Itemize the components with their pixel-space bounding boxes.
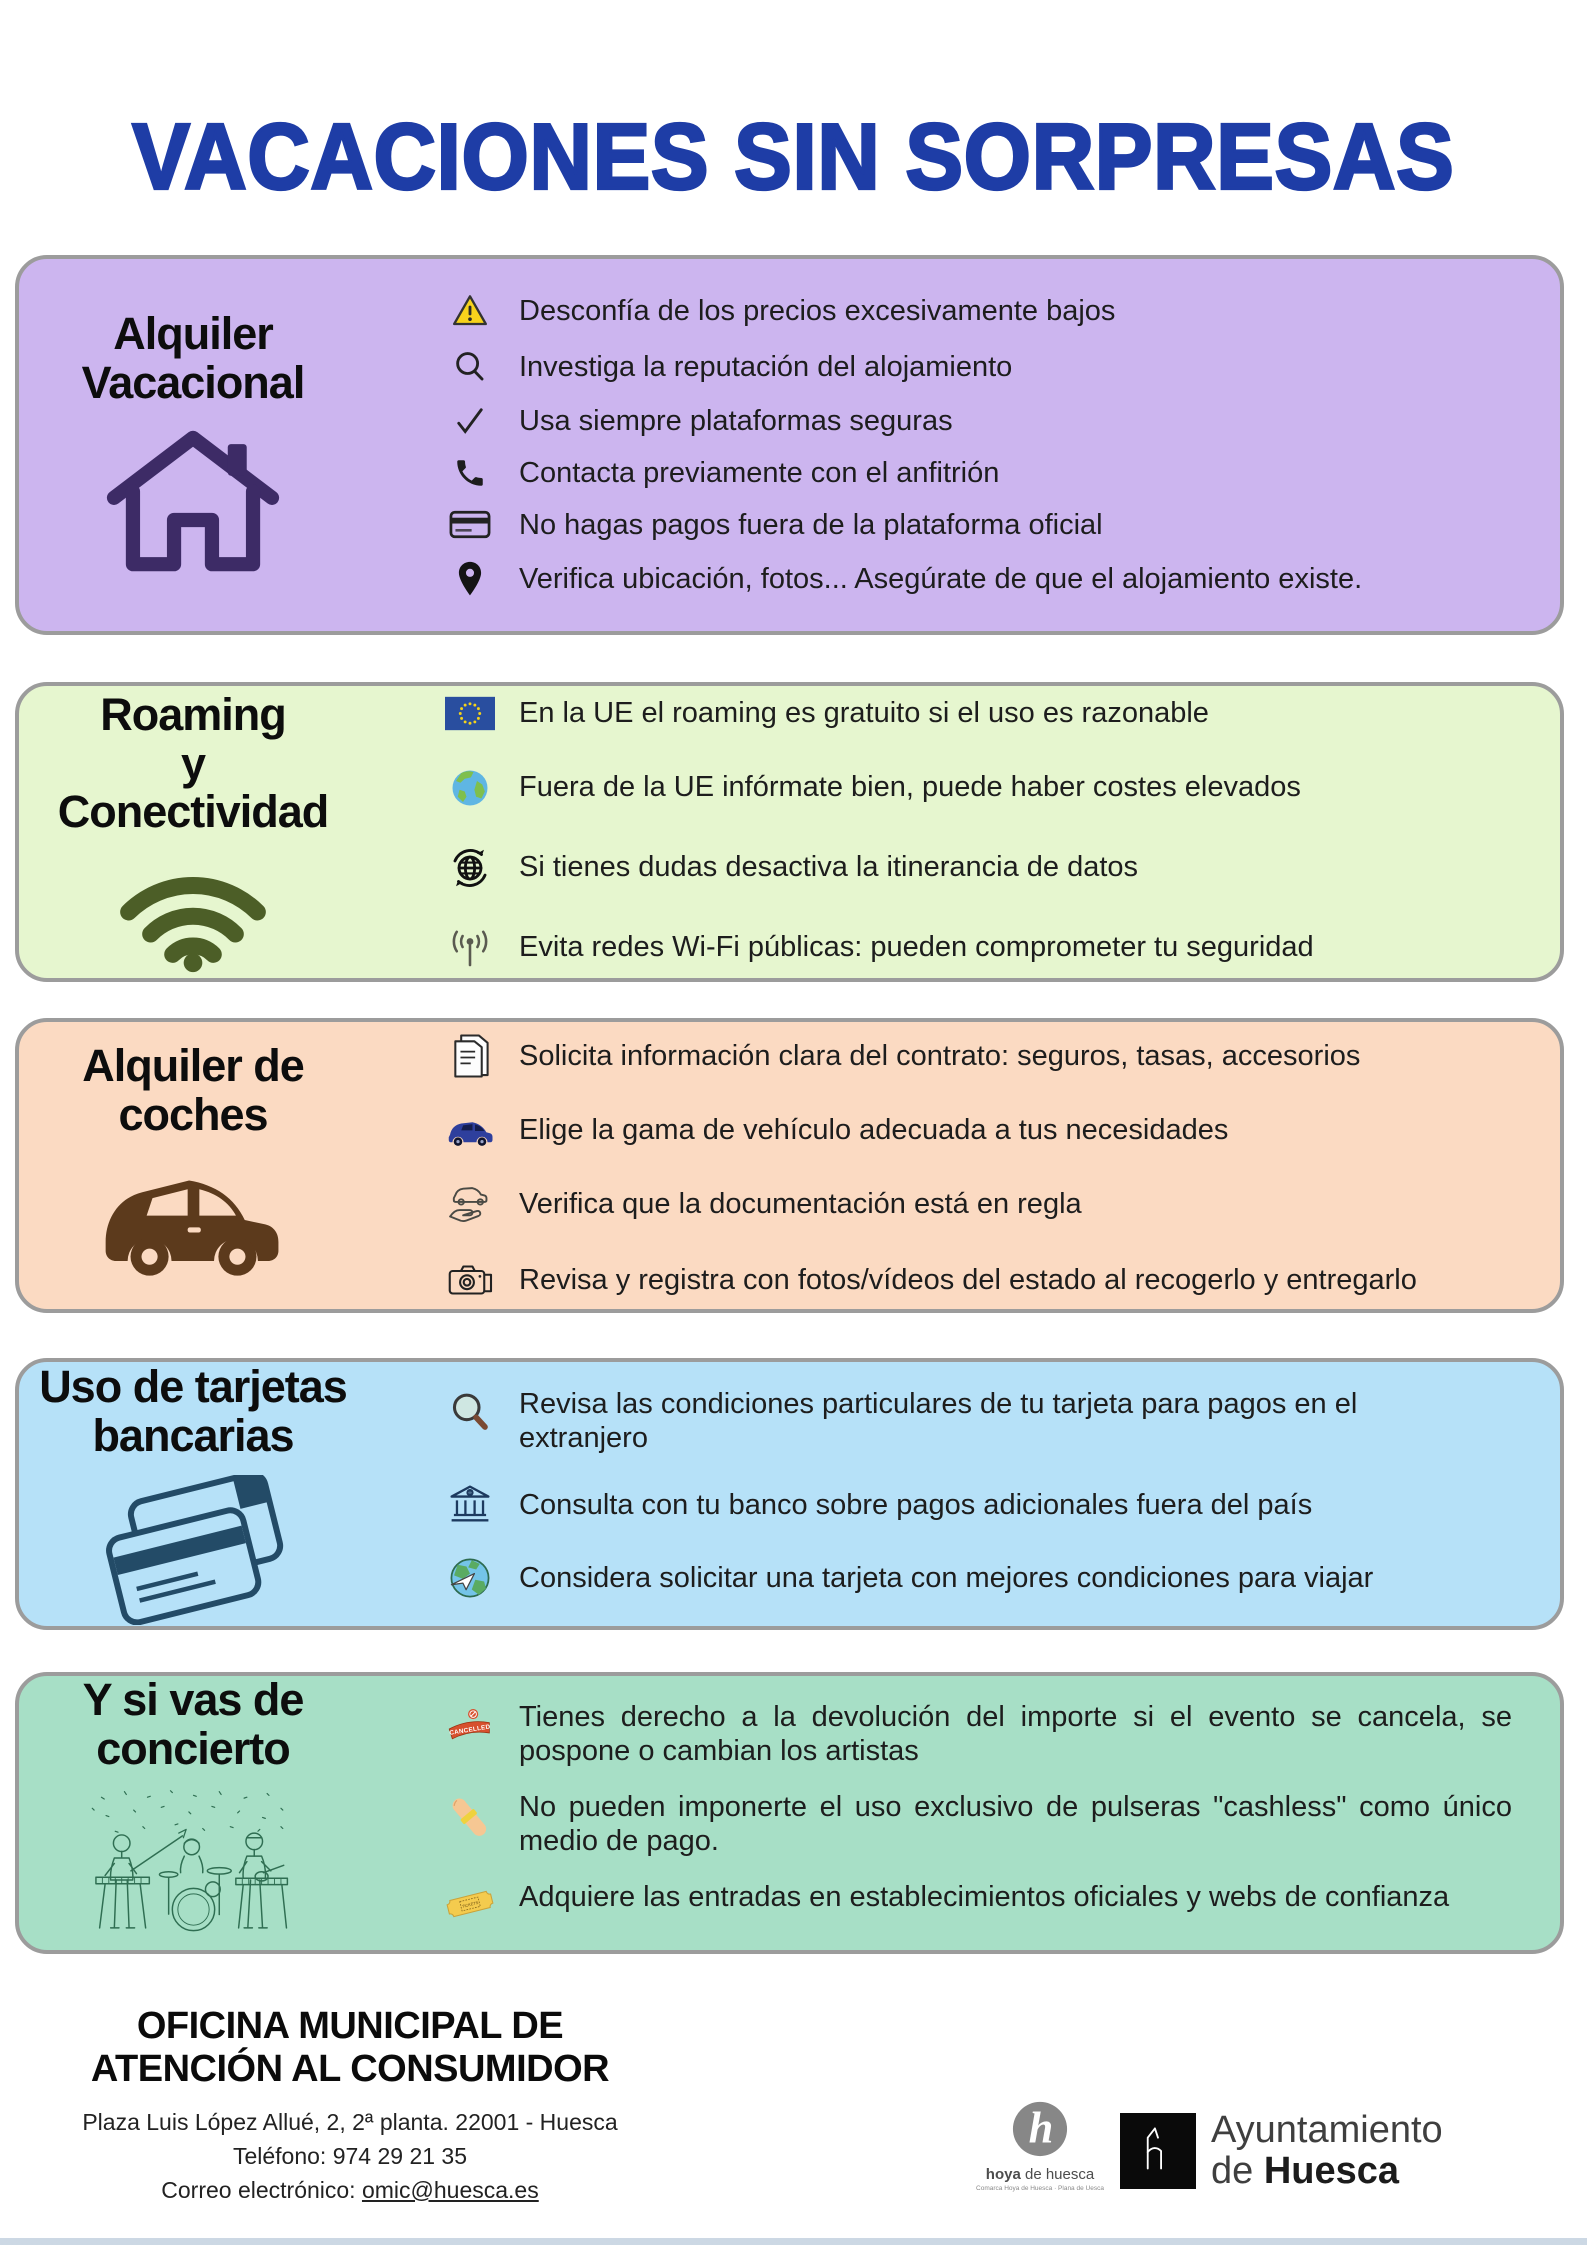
- tip-row: [445, 1260, 1512, 1300]
- section-title: [39, 1363, 347, 1460]
- section-alquiler-de-coches: [15, 1018, 1564, 1313]
- office-title-line: ATENCIÓN AL CONSUMIDOR: [90, 2047, 610, 2090]
- hoya-de-huesca-logo: [975, 2100, 1105, 2192]
- tip-row: [445, 1387, 1512, 1455]
- hoya-logo-subtitle: Comarca Hoya de Huesca · Plana de Uesca: [976, 2185, 1104, 2192]
- tip-row: [445, 1880, 1512, 1926]
- bottom-edge-bar: [0, 2238, 1587, 2245]
- tip-text: Desconfía de los precios excesivamente bajos: [519, 295, 1116, 328]
- tip-text: Evita redes Wi-Fi públicas: pueden comprometer tu seguridad: [519, 931, 1314, 964]
- office-address: Plaza Luis López Allué, 2, 2ª planta. 22001 - Huesca: [82, 2108, 618, 2135]
- hoya-logo-icon: [1011, 2100, 1069, 2158]
- check-icon: [445, 403, 495, 439]
- ayuntamiento-logo-text: [1211, 2110, 1443, 2192]
- office-email-line: [70, 2177, 630, 2204]
- tip-row: [445, 348, 1512, 386]
- ayuntamiento-line2: [1211, 2151, 1443, 2192]
- section-title-line: coches: [118, 1089, 268, 1140]
- ayuntamiento-line2-light: de: [1211, 2150, 1264, 2193]
- wristband-icon: [445, 1792, 495, 1844]
- car-hand-icon: [445, 1180, 495, 1228]
- ayuntamiento-logo-icon: [1120, 2113, 1196, 2189]
- band-illustration: [66, 1788, 321, 1950]
- tip-text: Usa siempre plataformas seguras: [519, 405, 953, 438]
- globe-icon: [445, 767, 495, 809]
- tip-text: Investiga la reputación del alojamiento: [519, 351, 1013, 384]
- section-uso-de-tarjetas-bancarias: [15, 1358, 1564, 1630]
- tip-text: Fuera de la UE infórmate bien, puede haber costes elevados: [519, 771, 1301, 804]
- ticket-icon: [445, 1882, 495, 1926]
- house-icon: [98, 422, 288, 580]
- tip-text: Contacta previamente con el anfitrión: [519, 457, 1000, 490]
- tip-row: [445, 1113, 1512, 1147]
- location-pin-icon: [445, 559, 495, 599]
- section-title: [58, 691, 329, 837]
- cancelled-stamp-icon: [445, 1702, 495, 1748]
- tip-text: Tienes derecho a la devolución del importe si el evento se cancela, se pospone o cambian los artistas: [519, 1700, 1512, 1767]
- tip-text: Verifica que la documentación está en regla: [519, 1187, 1082, 1220]
- tip-row: [445, 1700, 1512, 1768]
- globe-sync-icon: [445, 845, 495, 891]
- tip-text: Revisa las condiciones particulares de tu tarjeta para pagos en el extranjero: [519, 1387, 1358, 1454]
- tip-row: [445, 1790, 1512, 1858]
- eu-flag-icon: [445, 696, 495, 731]
- tip-text: En la UE el roaming es gratuito si el uso es razonable: [519, 696, 1209, 729]
- tip-row: [445, 403, 1512, 439]
- office-email-label: Correo electrónico:: [161, 2176, 362, 2203]
- magnifier-icon: [445, 1389, 495, 1435]
- office-phone: Teléfono: 974 29 21 35: [232, 2142, 468, 2169]
- car-icon: [91, 1154, 296, 1289]
- search-icon: [445, 348, 495, 386]
- section-title-line: Uso de tarjetas: [39, 1361, 347, 1413]
- section-title-line: concierto: [96, 1723, 290, 1774]
- section-title: [82, 310, 305, 407]
- section-title-line: Alquiler: [113, 308, 273, 360]
- tip-row: [445, 927, 1512, 969]
- tip-text: No pueden imponerte el uso exclusivo de pulseras "cashless" como único medio de pago.: [519, 1791, 1512, 1858]
- section-title-line: y: [180, 737, 205, 789]
- section-title-line: Roaming: [100, 689, 286, 741]
- ayuntamiento-huesca-logo: [1120, 2110, 1443, 2192]
- tip-row: [445, 696, 1512, 731]
- travel-globe-icon: [445, 1555, 495, 1601]
- tip-row: [445, 1180, 1512, 1228]
- tip-text: No hagas pagos fuera de la plataforma oficial: [519, 508, 1103, 541]
- tip-row: [445, 845, 1512, 891]
- antenna-icon: [445, 927, 495, 969]
- hoya-logo-name: [975, 2166, 1105, 2183]
- tip-row: [445, 508, 1512, 542]
- tip-text: Verifica ubicación, fotos... Asegúrate de que el alojamiento existe.: [519, 562, 1363, 595]
- svg-text:CANCELLED: CANCELLED: [448, 1723, 491, 1737]
- section-title-line: Y si vas de: [82, 1674, 304, 1726]
- blue-car-icon: [445, 1114, 495, 1148]
- page-title: VACACIONES SIN SORPRESAS: [132, 104, 1455, 209]
- hoya-logo-name-rest: de huesca: [1020, 2166, 1095, 2183]
- section-y-si-vas-de-concierto: [15, 1672, 1564, 1954]
- section-title-line: Alquiler de: [82, 1040, 304, 1092]
- section-alquiler-vacacional: [15, 255, 1564, 635]
- ayuntamiento-line1: Ayuntamiento: [1211, 2109, 1443, 2151]
- warning-icon: [445, 291, 495, 331]
- wifi-icon: [107, 851, 279, 973]
- credit-cards-icon: [76, 1475, 311, 1625]
- section-title-line: bancarias: [92, 1410, 294, 1461]
- ayuntamiento-line2-bold: Huesca: [1263, 2150, 1400, 2193]
- tip-text: Elige la gama de vehículo adecuada a tus necesidades: [519, 1114, 1229, 1147]
- contract-icon: [445, 1031, 495, 1081]
- office-email-link[interactable]: omic@huesca.es: [361, 2176, 539, 2203]
- section-title-line: Conectividad: [57, 786, 329, 838]
- tip-row: [445, 456, 1512, 490]
- tip-row: [445, 291, 1512, 331]
- hoya-logo-name-bold: hoya: [985, 2166, 1021, 2183]
- svg-text:TICKETS: TICKETS: [461, 1900, 479, 1910]
- tip-text: Adquiere las entradas en establecimientos oficiales y webs de confianza: [519, 1881, 1450, 1914]
- tip-row: [445, 1483, 1512, 1527]
- section-title: [82, 1042, 304, 1139]
- section-roaming-conectividad: [15, 682, 1564, 982]
- bank-icon: [445, 1483, 495, 1527]
- tip-text: Considera solicitar una tarjeta con mejores condiciones para viajar: [519, 1562, 1374, 1595]
- tip-row: [445, 559, 1512, 599]
- phone-icon: [445, 456, 495, 490]
- office-block: [70, 2005, 630, 2204]
- office-title: [70, 2005, 630, 2091]
- tip-text: Si tienes dudas desactiva la itinerancia de datos: [519, 851, 1139, 884]
- tip-row: [445, 1555, 1512, 1601]
- section-title: [83, 1676, 304, 1773]
- svg-text:h: h: [1028, 2102, 1054, 2153]
- tip-text: Revisa y registra con fotos/vídeos del estado al recogerlo y entregarlo: [519, 1263, 1417, 1296]
- tip-row: [445, 1031, 1512, 1081]
- section-title-line: Vacacional: [81, 357, 305, 408]
- tip-row: [445, 767, 1512, 809]
- credit-card-icon: [445, 508, 495, 541]
- tip-text: Solicita información clara del contrato: seguros, tasas, accesorios: [519, 1040, 1361, 1073]
- office-title-line: OFICINA MUNICIPAL DE: [136, 2005, 564, 2047]
- camera-icon: [445, 1260, 495, 1300]
- tip-text: Consulta con tu banco sobre pagos adicionales fuera del país: [519, 1489, 1313, 1522]
